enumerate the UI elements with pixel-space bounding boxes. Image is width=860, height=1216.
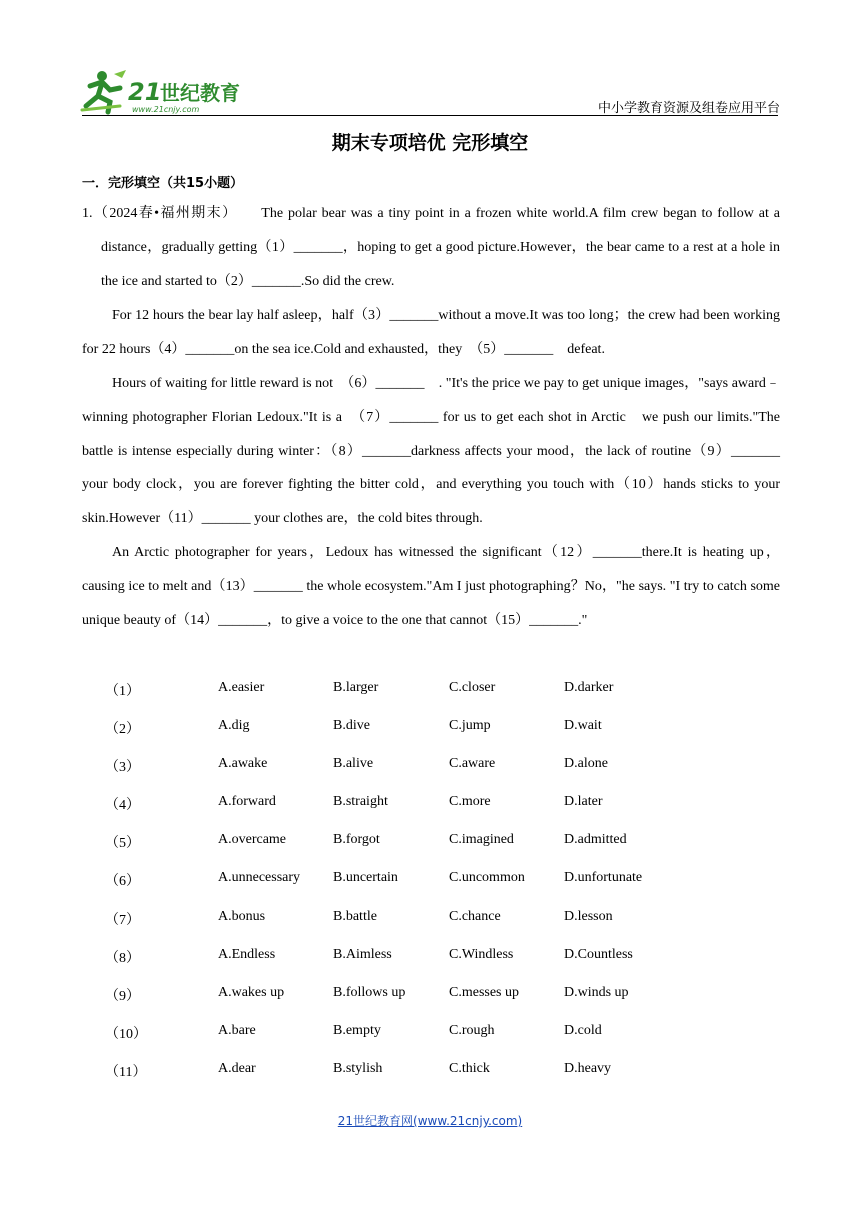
- question-number: （8）: [105, 950, 140, 966]
- option-b[interactable]: B.alive: [333, 756, 374, 772]
- passage-paragraph-2: For 12 hours the bear lay half asleep，half（3）_______without a move.It was too long；the crew had been working for 22 hours（4）_______on the sea ice.Cold and exhausted，they （5）_______ defeat.: [82, 308, 780, 357]
- option-b[interactable]: B.straight: [333, 794, 388, 810]
- option-a[interactable]: A.dig: [218, 718, 250, 734]
- footer-link[interactable]: 21世纪教育网(www.21cnjy.com): [337, 1114, 523, 1128]
- option-c[interactable]: C.closer: [449, 680, 496, 695]
- option-c[interactable]: C.jump: [449, 718, 491, 734]
- question-number: （11）: [105, 1064, 147, 1080]
- option-c[interactable]: C.aware: [449, 756, 496, 772]
- question-number: （3）: [105, 760, 140, 776]
- option-d[interactable]: D.heavy: [564, 1060, 612, 1076]
- option-c[interactable]: C.rough: [449, 1022, 495, 1038]
- runner-logo-icon: [80, 66, 255, 118]
- question-number: （6）: [105, 874, 140, 890]
- option-b[interactable]: B.forgot: [333, 832, 380, 848]
- option-c[interactable]: C.messes up: [449, 984, 519, 1000]
- question-number: （2）: [105, 722, 140, 738]
- option-a[interactable]: A.dear: [218, 1060, 256, 1076]
- option-a[interactable]: A.Endless: [218, 946, 276, 962]
- svg-text:www.21cnjy.com: www.21cnjy.com: [132, 105, 200, 114]
- option-a[interactable]: A.bare: [218, 1022, 256, 1038]
- option-d[interactable]: D.alone: [564, 756, 608, 772]
- option-d[interactable]: D.later: [564, 794, 603, 810]
- passage-paragraph-3: Hours of waiting for little reward is not （6）_______ . "It's the price we pay to get unique images，"says award﹣winning photographer Florian Ledoux."It is a （7）_______ for us to get each shot in Arctic we push our limits."The battle is intense especially during winter：（8）_______darkness affects your mood，the lack of routine（9）_______ your body clock，you are forever fighting the bitter cold，and everything you touch with（10）hands sticks to your skin.However（11）_______ your clothes are，the cold bites through.: [82, 376, 780, 527]
- option-d[interactable]: D.unfortunate: [564, 870, 643, 886]
- option-a[interactable]: A.overcame: [218, 832, 287, 848]
- passage-paragraph-4: An Arctic photographer for years，Ledoux has witnessed the significant（12）_______there.It is heating up，causing ice to melt and（13）_______ the whole ecosystem."Am I just photographing？No，"he says. "I try to catch some unique beauty of（14）_______，to give a voice to the one that cannot（15）_______.": [82, 545, 780, 628]
- option-c[interactable]: C.imagined: [449, 832, 514, 848]
- option-b[interactable]: B.dive: [333, 718, 370, 734]
- option-c[interactable]: C.more: [449, 794, 491, 810]
- page-header: [80, 66, 780, 118]
- section-heading: 一．完形填空（共15小题）: [82, 176, 244, 191]
- option-d[interactable]: D.Countless: [564, 946, 633, 962]
- option-b[interactable]: B.larger: [333, 680, 379, 695]
- option-b[interactable]: B.stylish: [333, 1060, 383, 1076]
- question-number: （7）: [105, 912, 140, 928]
- option-c[interactable]: C.thick: [449, 1060, 490, 1076]
- option-d[interactable]: D.wait: [564, 718, 602, 734]
- option-b[interactable]: B.uncertain: [333, 870, 398, 886]
- option-d[interactable]: D.admitted: [564, 832, 627, 848]
- question-number: （10）: [105, 1026, 147, 1042]
- option-d[interactable]: D.lesson: [564, 908, 613, 924]
- option-b[interactable]: B.follows up: [333, 984, 406, 1000]
- option-c[interactable]: C.uncommon: [449, 870, 525, 886]
- option-b[interactable]: B.Aimless: [333, 946, 392, 962]
- passage-paragraph-1: 1.（2024春•福州期末） The polar bear was a tiny point in a frozen white world.A film crew began to follow at a distance，gradually getting（1）_______，hoping to get a good picture.However，the bear came to a rest at a hole in the ice and started to（2）_______.So did the crew.: [82, 206, 780, 289]
- option-a[interactable]: A.awake: [218, 756, 268, 772]
- question-number: （1）: [105, 684, 140, 699]
- svg-text:世纪教育: 世纪教育: [160, 81, 240, 105]
- question-number: （9）: [105, 988, 140, 1004]
- site-logo[interactable]: [80, 66, 255, 118]
- option-c[interactable]: C.chance: [449, 908, 501, 924]
- option-d[interactable]: D.cold: [564, 1022, 602, 1038]
- option-a[interactable]: A.wakes up: [218, 984, 285, 1000]
- page-title: 期末专项培优 完形填空: [331, 132, 529, 154]
- option-d[interactable]: D.darker: [564, 680, 614, 695]
- option-d[interactable]: D.winds up: [564, 984, 629, 1000]
- option-a[interactable]: A.easier: [218, 680, 265, 695]
- option-b[interactable]: B.empty: [333, 1022, 381, 1038]
- question-number: （5）: [105, 836, 140, 852]
- option-b[interactable]: B.battle: [333, 908, 377, 924]
- header-divider: [82, 115, 778, 116]
- platform-name: 中小学教育资源及组卷应用平台: [597, 101, 780, 116]
- option-a[interactable]: A.bonus: [218, 908, 266, 924]
- option-a[interactable]: A.unnecessary: [218, 870, 301, 886]
- option-a[interactable]: A.forward: [218, 794, 276, 810]
- svg-text:21: 21: [128, 78, 162, 106]
- option-c[interactable]: C.Windless: [449, 946, 514, 962]
- question-number: （4）: [105, 798, 140, 814]
